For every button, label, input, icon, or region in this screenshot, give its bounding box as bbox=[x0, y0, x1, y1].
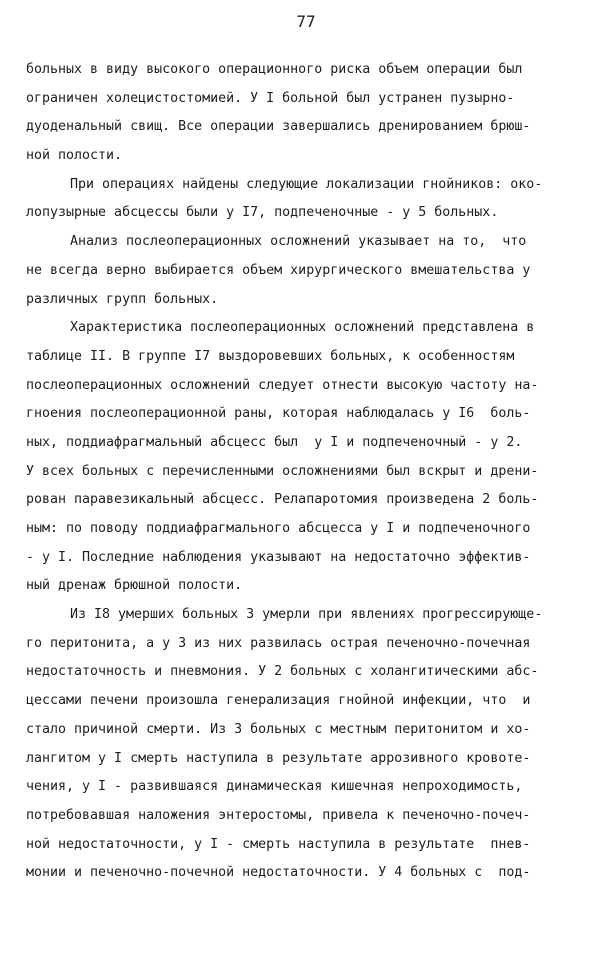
text-line: Анализ послеоперационных осложнений указывает на то, что bbox=[70, 234, 527, 250]
paragraph-2 bbox=[26, 171, 584, 228]
text-line: При операциях найдены следующие локализации гнойников: око- bbox=[70, 176, 543, 192]
text-line: недостаточность и пневмония. У 2 больных с холангитическими абс- bbox=[26, 664, 539, 680]
text-line: лангитом у I смерть наступила в результате аррозивного кровоте- bbox=[26, 750, 531, 766]
text-line: ной полости. bbox=[26, 148, 123, 164]
text-line: лопузырные абсцессы были у I7, подпеченочные - у 5 больных. bbox=[26, 205, 499, 221]
page-number: 77 bbox=[296, 12, 316, 31]
text-line: ным: по поводу поддиафрагмального абсцесса у I и подпеченочного bbox=[26, 521, 531, 536]
paragraph-3 bbox=[26, 228, 584, 314]
text-line: ограничен холецистостомией. У I больной был устранен пузырно- bbox=[26, 90, 515, 106]
text-line: ный дренаж брюшной полости. bbox=[26, 578, 243, 594]
text-line: монии и печеночно-почечной недостаточности. У 4 больных с под- bbox=[26, 865, 531, 881]
paragraph-4 bbox=[26, 314, 584, 601]
text-line: ных, поддиафрагмальный абсцесс был у I и подпеченочный - у 2. bbox=[26, 434, 523, 450]
document-body bbox=[26, 56, 584, 888]
text-line: дуоденальный свищ. Все операции завершались дренированием брюш- bbox=[26, 119, 531, 135]
text-line: различных групп больных. bbox=[26, 291, 219, 307]
text-line: чения, у I - развившаяся динамическая кишечная непроходимость, bbox=[26, 779, 523, 795]
text-line: гноения послеоперационной раны, которая наблюдалась у I6 боль- bbox=[26, 406, 531, 422]
text-line: рован паравезикальный абсцесс. Релапаротомия произведена 2 боль- bbox=[26, 492, 539, 508]
text-line: не всегда верно выбирается объем хирургического вмешательства у bbox=[26, 262, 531, 278]
text-line: потребовавшая наложения энтеростомы, привела к печеночно-почеч- bbox=[26, 807, 531, 823]
paragraph-1 bbox=[26, 56, 584, 171]
text-line: послеоперационных осложнений следует отнести высокую частоту на- bbox=[26, 377, 539, 393]
text-line: больных в виду высокого операционного риска объем операции был bbox=[26, 62, 523, 77]
text-line: Из I8 умерших больных 3 умерли при явлениях прогрессирующе- bbox=[70, 607, 543, 623]
text-line: цессами печени произошла генерализация гнойной инфекции, что и bbox=[26, 693, 531, 709]
text-line: У всех больных с перечисленными осложнениями был вскрыт и дрени- bbox=[26, 463, 539, 479]
text-line: Характеристика послеоперационных осложнений представлена в bbox=[70, 320, 535, 336]
text-line: таблице II. В группе I7 выздоровевших больных, к особенностям bbox=[26, 348, 515, 364]
text-line: го перитонита, а у 3 из них развилась острая печеночно-почечная bbox=[26, 635, 531, 651]
paragraph-5 bbox=[26, 601, 584, 888]
text-line: ной недостаточности, у I - смерть наступила в результате пнев- bbox=[26, 836, 531, 852]
text-line: - у I. Последние наблюдения указывают на недостаточно эффектив- bbox=[26, 549, 531, 565]
text-line: стало причиной смерти. Из 3 больных с местным перитонитом и хо- bbox=[26, 721, 531, 737]
